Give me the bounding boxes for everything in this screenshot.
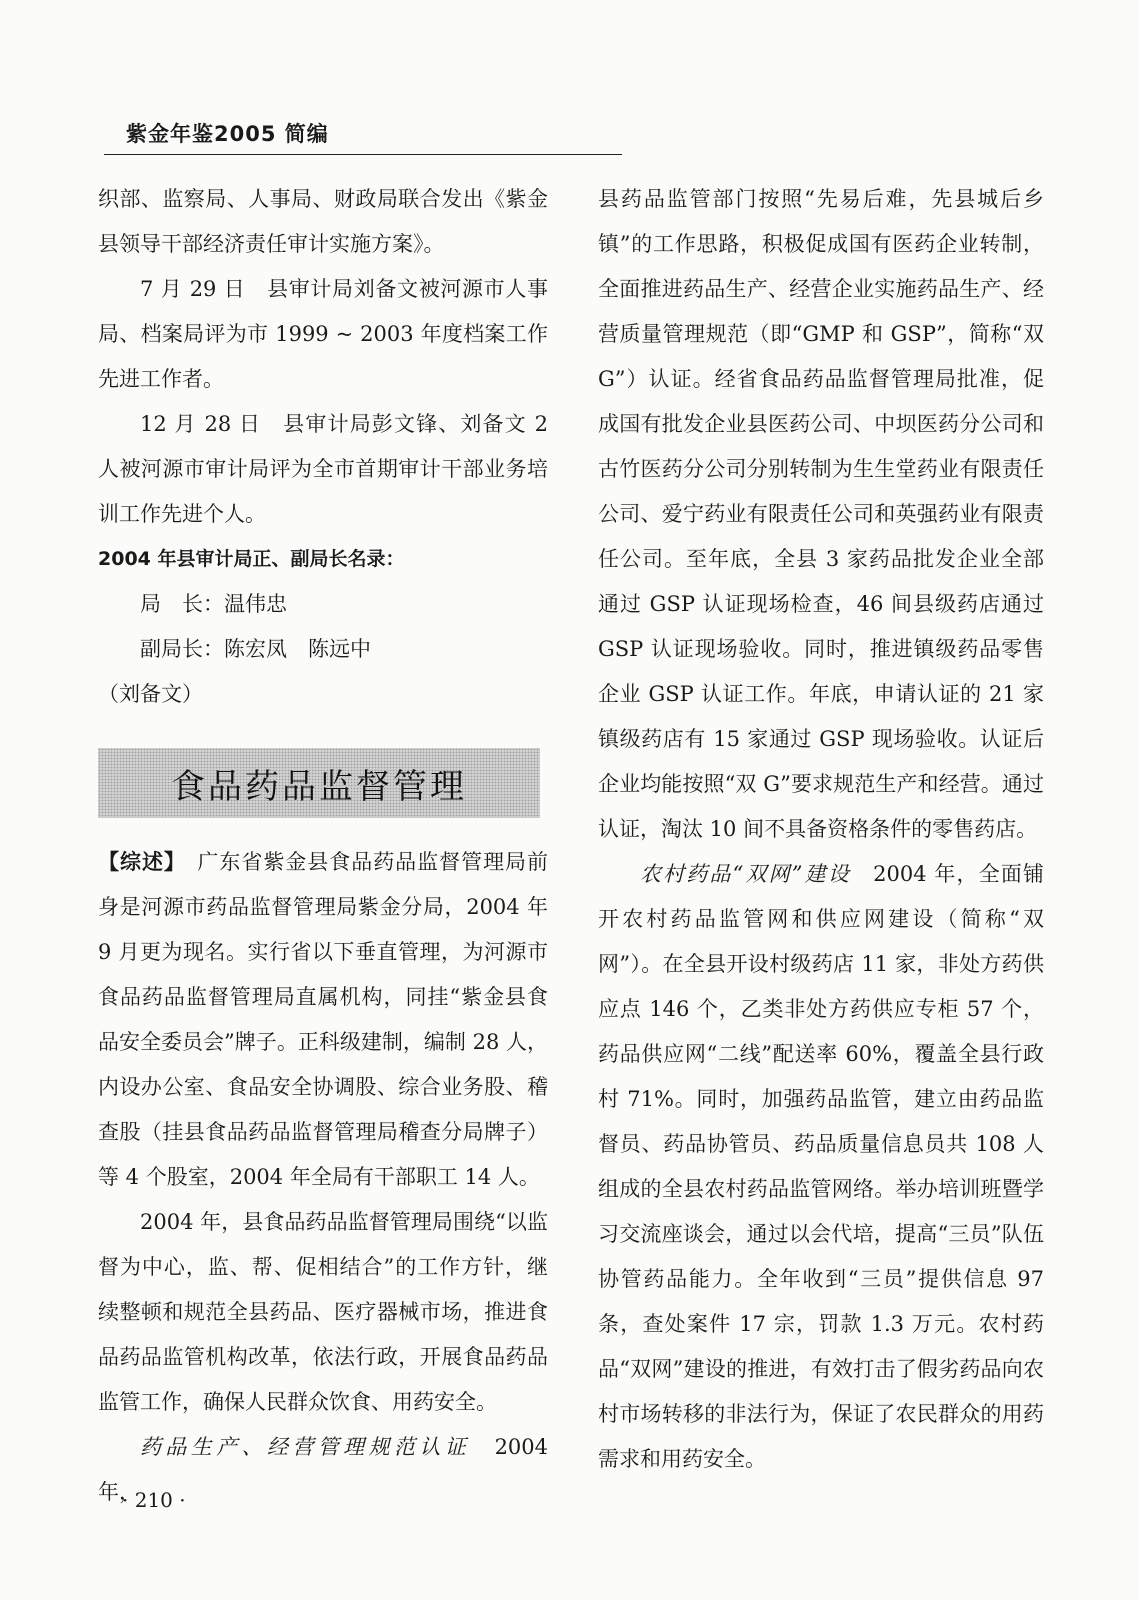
paragraph: 县药品监管部门按照“先易后难，先县城后乡镇”的工作思路，积极促成国有医药企业转制，全面推进药品生产、经营企业实施药品生产、经营质量管理规范（即“GMP 和 GSP”，简称“双 G”）认证。经省食品药品监督管理局批准，促成国有批发企业县医药公司、中坝医药分公司和古竹医药分公司分别转制为生生堂药业有限责任公司、爱宁药业有限责任公司和英强药业有限责任公司。至年底，全县 3 家药品批发企业全部通过 GSP 认证现场检查，46 间县级药店通过 GSP 认证现场验收。同时，推进镇级药品零售企业 GSP 认证工作。年底，申请认证的 21 家镇级药店有 15 家通过 GSP 现场验收。认证后企业均能按照“双 G”要求规范生产和经营。通过认证，淘汰 10 间不具备资格条件的零售药店。 xyxy=(598,187,1044,841)
paragraph: 2004 年，县食品药品监督管理局围绕“以监督为中心，监、帮、促相结合”的工作方针，继续整顿和规范全县药品、医疗器械市场，推进食品药品监管机构改革，依法行政，开展食品药品监管工作，确保人民群众饮食、用药安全。 xyxy=(98,1210,548,1414)
overview-text: 广东省紫金县食品药品监督管理局前身是河源市药品监督管理局紫金分局，2004 年 9 月更为现名。实行省以下垂直管理，为河源市食品药品监督管理局直属机构，同挂“紫金县食品安全委员会”牌子。正科级建制，编制 28 人，内设办公室、食品安全协调股、综合业务股、稽查股（挂县食品药品监督管理局稽查分局牌子）等 4 个股室，2004 年全局有干部职工 14 人。 xyxy=(98,850,549,1189)
left-column-lower xyxy=(98,840,548,1515)
topic-heading: 农村药品“双网”建设 xyxy=(640,862,851,886)
header-rule xyxy=(104,154,622,155)
author-credit: （刘备文） xyxy=(98,682,203,706)
topic-text: 2004 年， xyxy=(98,1435,549,1504)
paragraph: 12 月 28 日 县审计局彭文锋、刘备文 2 人被河源市审计局评为全市首期审计干部业务培训工作先进个人。 xyxy=(98,412,548,526)
roster-heading: 2004 年县审计局正、副局长名录： xyxy=(98,548,405,570)
topic-heading: 药品生产、经营管理规范认证 xyxy=(140,1435,471,1459)
topic-text: 2004 年，全面铺开农村药品监管网和供应网建设（简称“双网”）。在全县开设村级药店 11 家，非处方药供应点 146 个，乙类非处方药供应专柜 57 个，药品供应网“二线”配送率 60%，覆盖全县行政村 71%。同时，加强药品监管，建立由药品监督员、药品协管员、药品质量信息员共 108 人组成的全县农村药品监管网络。举办培训班暨学习交流座谈会，通过以会代培，提高“三员”队伍协管药品能力。全年收到“三员”提供信息 97 条，查处案件 17 宗，罚款 1.3 万元。农村药品“双网”建设的推进，有效打击了假劣药品向农村市场转移的非法行为，保证了农民群众的用药需求和用药安全。 xyxy=(598,862,1044,1471)
right-column xyxy=(598,177,1044,1482)
overview-paragraph xyxy=(98,840,548,1200)
paragraph: 7 月 29 日 县审计局刘备文被河源市人事局、档案局评为市 1999 ~ 2003 年度档案工作先进工作者。 xyxy=(98,277,548,391)
paragraph xyxy=(598,852,1044,1482)
running-header: 紫金年鉴2005 简编 xyxy=(126,122,329,146)
paragraph: 织部、监察局、人事局、财政局联合发出《紫金县领导干部经济责任审计实施方案》。 xyxy=(98,187,548,256)
section-heading-box xyxy=(98,748,540,818)
left-column xyxy=(98,177,548,717)
roster-item: 局 长：温伟忠 xyxy=(140,592,287,616)
section-title: 食品药品监督管理 xyxy=(171,766,467,807)
page-number: · 210 · xyxy=(122,1488,186,1512)
overview-label: 【综述】 xyxy=(98,850,176,874)
roster-item: 副局长：陈宏凤 陈远中 xyxy=(140,637,371,661)
